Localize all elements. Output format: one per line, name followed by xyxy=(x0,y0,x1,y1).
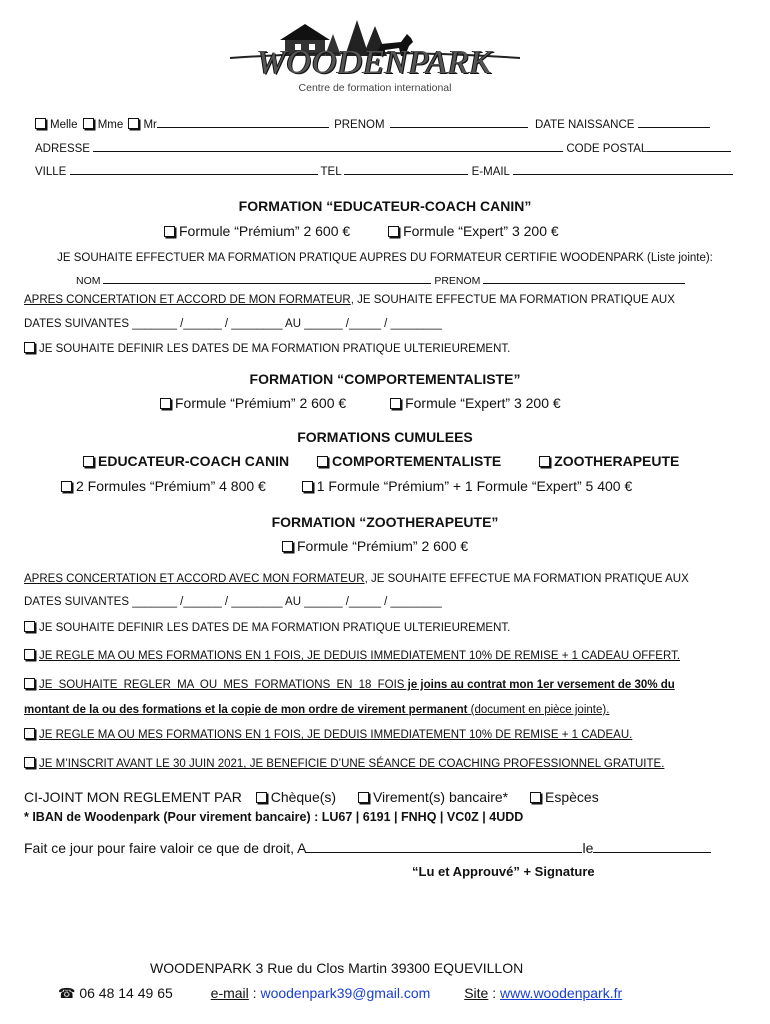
comp-expert-label: Formule “Expert” 3 200 € xyxy=(405,395,561,411)
educ-expert-label: Formule “Expert” 3 200 € xyxy=(403,223,559,239)
checkbox-comp-premium[interactable] xyxy=(160,398,171,409)
educ-later-label: JE SOUHAITE DEFINIR LES DATES DE MA FORMATION PRATIQUE ULTERIEUREMENT. xyxy=(39,343,511,355)
pay-2-label-d: (document en pièce jointe). xyxy=(467,704,610,716)
reglement-label: CI-JOINT MON REGLEMENT PAR xyxy=(24,789,242,805)
naissance-field[interactable] xyxy=(638,116,710,128)
adresse-label: ADRESSE xyxy=(35,143,90,155)
email-label-footer: e-mail xyxy=(210,985,249,1001)
checkbox-comp-expert[interactable] xyxy=(390,398,401,409)
checkbox-zoo-premium[interactable] xyxy=(282,541,293,552)
cumul-choices xyxy=(83,453,679,469)
le-label: le xyxy=(582,840,594,856)
label-mr: Mr xyxy=(143,119,157,131)
pay-1-label: JE REGLE MA OU MES FORMATIONS EN 1 FOIS, JE DEDUIS IMMEDIATEMENT 10% DE REMISE + 1 CADEAU OFFERT. xyxy=(39,650,681,662)
zoo-later xyxy=(24,621,510,634)
logo-text: WOODENPARK xyxy=(256,44,494,81)
checkbox-especes[interactable] xyxy=(530,792,541,803)
pay-3-label: JE REGLE MA OU MES FORMATIONS EN 1 FOIS, JE DEDUIS IMMEDIATEMENT 10% DE REMISE + 1 CADEAU. xyxy=(39,729,633,741)
checkbox-educ-premium[interactable] xyxy=(164,226,175,237)
footer-site-link[interactable]: www.woodenpark.fr xyxy=(500,985,623,1001)
cumul-zoo-label: ZOOTHERAPEUTE xyxy=(554,453,680,469)
checkbox-cumul-comp[interactable] xyxy=(317,456,328,467)
cp-field[interactable] xyxy=(647,140,731,152)
pay-2-label-c: montant de la ou des formations et la copie de mon ordre de virement permanent xyxy=(24,704,468,716)
pay-option-4 xyxy=(24,757,664,770)
checkbox-pay-4[interactable] xyxy=(24,757,35,768)
identity-row-1 xyxy=(35,116,710,131)
especes-label: Espèces xyxy=(545,789,599,805)
checkbox-pay-2[interactable] xyxy=(24,678,35,689)
virement-label: Virement(s) bancaire* xyxy=(372,789,509,805)
checkbox-mme[interactable] xyxy=(83,118,94,129)
zoo-apres xyxy=(24,573,689,585)
checkbox-cumul-educ[interactable] xyxy=(83,456,94,467)
zoo-later-label: JE SOUHAITE DEFINIR LES DATES DE MA FORMATION PRATIQUE ULTERIEUREMENT. xyxy=(39,622,511,634)
ville-label: VILLE xyxy=(35,166,67,178)
cp-label: CODE POSTAL xyxy=(566,143,648,155)
comp-premium-label: Formule “Prémium” 2 600 € xyxy=(175,395,347,411)
zoo-title: FORMATION “ZOOTHERAPEUTE” xyxy=(271,514,499,530)
fait-label: Fait ce jour pour faire valoir ce que de droit, A xyxy=(24,840,307,856)
lieu-field[interactable] xyxy=(306,841,582,853)
educ-later xyxy=(24,342,510,355)
cumul-title: FORMATIONS CUMULEES xyxy=(297,429,473,445)
formateur-row xyxy=(76,274,685,287)
identity-row-3 xyxy=(35,163,733,178)
prenom-field[interactable] xyxy=(390,116,528,128)
fait-row xyxy=(24,840,711,856)
cheque-label: Chèque(s) xyxy=(270,789,337,805)
pay-2-label-b: je joins au contrat mon 1er versement de 30% du xyxy=(404,679,675,691)
checkbox-melle[interactable] xyxy=(35,118,46,129)
tel-field[interactable] xyxy=(344,163,468,175)
tel-label: TEL xyxy=(320,166,342,178)
label-melle: Melle xyxy=(50,119,78,131)
checkbox-cumul-2premium[interactable] xyxy=(61,481,72,492)
date-field[interactable] xyxy=(593,841,711,853)
email-label: E-MAIL xyxy=(471,166,510,178)
checkbox-zoo-later[interactable] xyxy=(24,621,35,632)
educ-apres xyxy=(24,294,675,306)
footer-contact: ☎ 06 48 14 49 65 e-mail : woodenpark39@gmail.com Site : www.woodenpark.fr xyxy=(58,985,623,1001)
checkbox-cumul-zoo[interactable] xyxy=(539,456,550,467)
educ-apres-underlined: APRES CONCERTATION ET ACCORD DE MON FORMATEUR xyxy=(24,294,351,306)
formateur-prenom-field[interactable] xyxy=(483,274,685,284)
site-label: Site xyxy=(464,985,489,1001)
reglement-row xyxy=(24,789,599,805)
checkbox-pay-1[interactable] xyxy=(24,649,35,660)
iban: * IBAN de Woodenpark (Pour virement bancaire) : LU67 | 6191 | FNHQ | VC0Z | 4UDD xyxy=(24,810,524,824)
pay-option-1 xyxy=(24,649,680,662)
prenom-label: PRENOM xyxy=(334,119,385,131)
footer-email-link[interactable]: woodenpark39@gmail.com xyxy=(260,985,431,1001)
comp-options xyxy=(160,395,561,411)
checkbox-cheque[interactable] xyxy=(256,792,267,803)
ville-field[interactable] xyxy=(70,163,318,175)
pay-option-2-cont xyxy=(24,704,609,716)
zoo-premium-label: Formule “Prémium” 2 600 € xyxy=(297,538,469,554)
label-mme: Mme xyxy=(97,119,124,131)
identity-row-2 xyxy=(35,140,731,155)
pay-4-label: JE M’INSCRIT AVANT LE 30 JUIN 2021, JE BENEFICIE D’UNE SÉANCE DE COACHING PROFESSIONNEL GRATUITE. xyxy=(39,758,665,770)
educ-pratique: JE SOUHAITE EFFECTUER MA FORMATION PRATIQUE AUPRES DU FORMATEUR CERTIFIE WOODENPARK (Liste jointe): xyxy=(57,252,713,264)
educ-premium-label: Formule “Prémium” 2 600 € xyxy=(179,223,351,239)
cumul-premium-expert-label: 1 Formule “Prémium” + 1 Formule “Expert” 5 400 € xyxy=(316,478,633,494)
logo xyxy=(225,12,525,100)
nom-field[interactable] xyxy=(157,116,329,128)
educ-title: FORMATION “EDUCATEUR-COACH CANIN” xyxy=(238,198,532,214)
pay-2-label-a: JE SOUHAITE REGLER MA OU MES FORMATIONS EN 18 FOIS xyxy=(39,679,405,691)
lu-approuve: “Lu et Approuvé” + Signature xyxy=(412,864,595,879)
educ-apres-rest: , JE SOUHAITE EFFECTUE MA FORMATION PRATIQUE AUX xyxy=(350,294,675,306)
footer-address: WOODENPARK 3 Rue du Clos Martin 39300 EQUEVILLON xyxy=(150,960,524,976)
formateur-prenom-label: PRENOM xyxy=(434,275,481,287)
adresse-field[interactable] xyxy=(93,140,563,152)
phone-icon: ☎ xyxy=(58,985,76,1001)
checkbox-virement[interactable] xyxy=(358,792,369,803)
pay-option-2 xyxy=(24,678,675,691)
cumul-2premium-label: 2 Formules “Prémium” 4 800 € xyxy=(76,478,266,494)
cumul-options xyxy=(61,478,632,494)
checkbox-educ-expert[interactable] xyxy=(388,226,399,237)
pay-option-3 xyxy=(24,728,632,741)
naissance-label: DATE NAISSANCE xyxy=(534,119,635,131)
educ-dates[interactable]: DATES SUIVANTES _______ /______ / ________ AU ______ /_____ / ________ xyxy=(24,318,442,330)
zoo-apres-underlined: APRES CONCERTATION ET ACCORD AVEC MON FORMATEUR xyxy=(24,573,365,585)
cumul-comp-label: COMPORTEMENTALISTE xyxy=(331,453,502,469)
comp-title: FORMATION “COMPORTEMENTALISTE” xyxy=(249,371,521,387)
educ-options xyxy=(164,223,559,239)
zoo-dates[interactable]: DATES SUIVANTES _______ /______ / ________ AU ______ /_____ / ________ xyxy=(24,596,442,608)
cumul-educ-label: EDUCATEUR-COACH CANIN xyxy=(98,453,290,469)
checkbox-cumul-premium-expert[interactable] xyxy=(302,481,313,492)
logo-subtitle: Centre de formation international xyxy=(298,82,452,94)
zoo-options xyxy=(282,538,468,554)
checkbox-mr[interactable] xyxy=(128,118,139,129)
formateur-nom-label: NOM xyxy=(76,275,101,287)
zoo-apres-rest: , JE SOUHAITE EFFECTUE MA FORMATION PRATIQUE AUX xyxy=(364,573,689,585)
email-field[interactable] xyxy=(513,163,733,175)
formateur-nom-field[interactable] xyxy=(103,274,431,284)
footer-phone: 06 48 14 49 65 xyxy=(79,985,173,1001)
checkbox-pay-3[interactable] xyxy=(24,728,35,739)
checkbox-educ-later[interactable] xyxy=(24,342,35,353)
